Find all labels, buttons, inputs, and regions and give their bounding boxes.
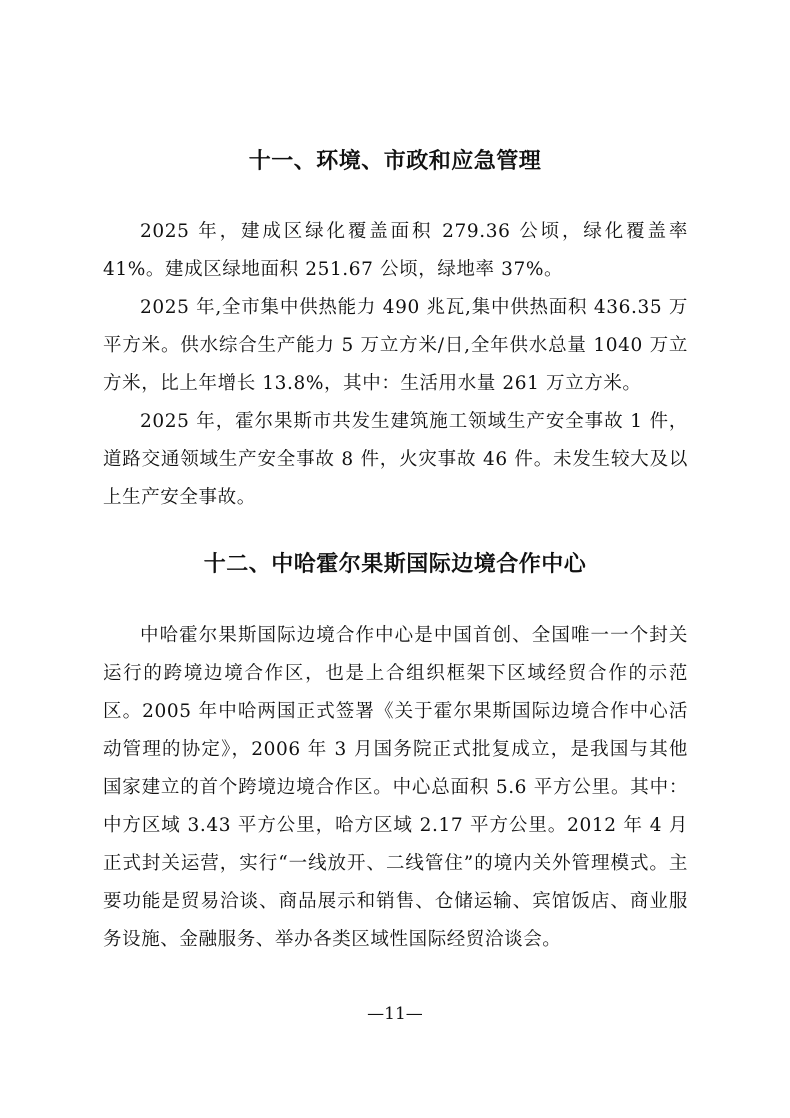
- paragraph-cooperation-center: 中哈霍尔果斯国际边境合作中心是中国首创、全国唯一一个封关运行的跨境边境合作区，也是上合组织框架下区域经贸合作的示范区。2005 年中哈两国正式签署《关于霍尔果斯国际边境合作中心活动管理的协定》，2006 年 3 月国务院正式批复成立，是我国与其他国家建立的首个跨境边境合作区。中心总面积 5.6 平方公里。其中：中方区域 3.43 平方公里，哈方区域 2.17 平方公里。2012 年 4 月正式封关运营，实行“一线放开、二线管住”的境内关外管理模式。主要功能是贸易洽谈、商品展示和销售、仓储运输、宾馆饭店、商业服务设施、金融服务、举办各类区域性国际经贸洽谈会。: [103, 625, 688, 950]
- section-heading-environment: 十一、环境、市政和应急管理: [248, 149, 542, 174]
- page-number: —11—: [367, 1004, 423, 1024]
- section-heading-cooperation-center: 十二、中哈霍尔果斯国际边境合作中心: [203, 552, 587, 577]
- paragraph-heating-water: 2025 年,全市集中供热能力 490 兆瓦,集中供热面积 436.35 万平方米。供水综合生产能力 5 万立方米/日,全年供水总量 1040 万立方米，比上年增长 13.8%，其中：生活用水量 261 万立方米。: [103, 297, 688, 394]
- paragraph-safety-accidents: 2025 年，霍尔果斯市共发生建筑施工领域生产安全事故 1 件，道路交通领域生产安全事故 8 件，火灾事故 46 件。未发生较大及以上生产安全事故。: [103, 411, 688, 508]
- paragraph-greening: 2025 年，建成区绿化覆盖面积 279.36 公顷，绿化覆盖率 41%。建成区绿地面积 251.67 公顷，绿地率 37%。: [103, 221, 688, 280]
